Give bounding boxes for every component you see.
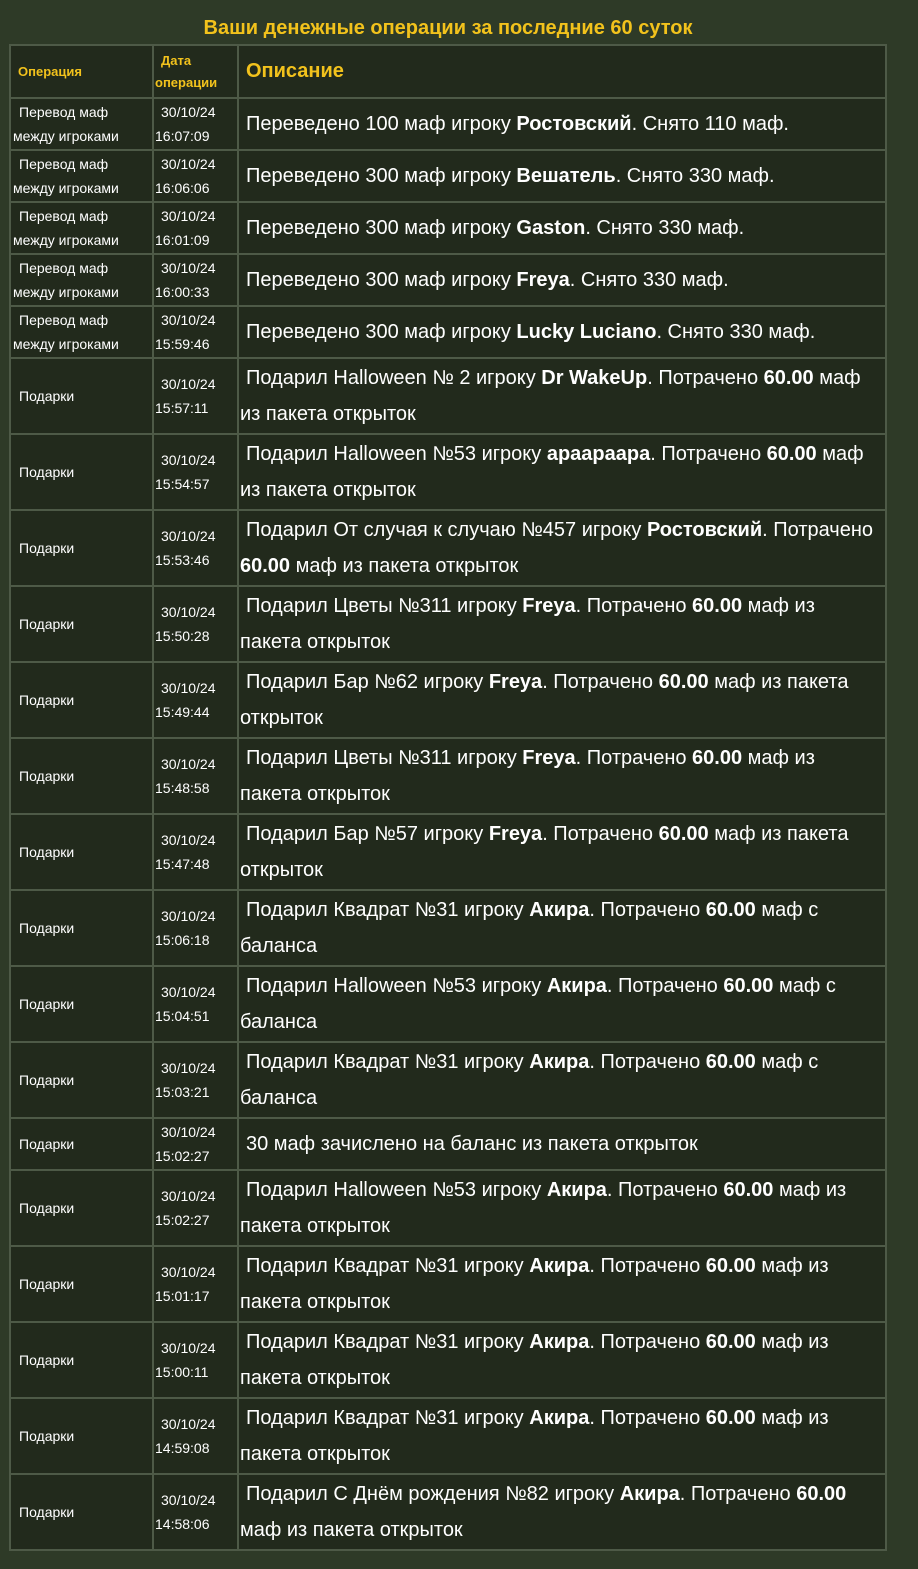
operation-time: 16:06:06 [155, 180, 210, 196]
player-name: Dr WakeUp [541, 367, 648, 389]
cell-date [154, 511, 237, 585]
header-operation: Операция [11, 46, 152, 97]
cell-description [239, 1119, 885, 1169]
description-text: Подарил Квадрат №31 игроку [246, 1255, 530, 1277]
cell-description [239, 967, 885, 1041]
operation-line1: Перевод маф [19, 156, 109, 172]
player-name: Ростовский [646, 519, 763, 541]
operation-time: 16:07:09 [155, 128, 210, 144]
description-text: . Потрачено [647, 367, 764, 389]
player-name: Freya [516, 269, 570, 291]
description-text: маф с баланса [240, 899, 819, 957]
description-text: . Потрачено [575, 747, 693, 769]
table-row [11, 1475, 885, 1549]
description-text: Переведено 300 маф игроку [246, 321, 517, 343]
player-name: Lucky Luciano [516, 321, 657, 343]
description-text: Подарил Halloween №53 игроку [246, 975, 547, 997]
table-body [11, 99, 885, 1549]
cell-operation: Подарки [11, 891, 152, 965]
table-row [11, 203, 885, 253]
cell-date [154, 99, 237, 149]
cell-description [239, 663, 885, 737]
cell-date [154, 1475, 237, 1549]
cell-date [154, 1043, 237, 1117]
cell-date [154, 967, 237, 1041]
player-name: Вешатель [516, 165, 616, 187]
description-text: . Потрачено [589, 1255, 706, 1277]
operation-date: 30/10/24 [161, 1188, 216, 1204]
description-text: . Снято 330 маф. [569, 269, 729, 291]
amount-value: 60.00 [705, 1407, 756, 1429]
cell-date [154, 663, 237, 737]
description-text: маф из пакета открыток [240, 1179, 847, 1237]
operation-time: 15:49:44 [155, 704, 210, 720]
table-row [11, 307, 885, 357]
cell-date [154, 1323, 237, 1397]
table-row [11, 967, 885, 1041]
cell-operation: Подарки [11, 1119, 152, 1169]
operation-time: 15:01:17 [155, 1288, 210, 1304]
player-name: араараара [546, 443, 651, 465]
description-text: маф из пакета открыток [240, 443, 864, 501]
amount-value: 60.00 [705, 899, 756, 921]
cell-operation: Подарки [11, 1043, 152, 1117]
description-text: маф из пакета открыток [290, 555, 519, 577]
description-text: маф из пакета открыток [240, 671, 849, 729]
cell-description [239, 891, 885, 965]
header-date-line1: Дата [161, 52, 192, 68]
operations-table [9, 44, 887, 1551]
operation-time: 16:00:33 [155, 284, 210, 300]
player-name: Freya [522, 747, 576, 769]
cell-date [154, 1119, 237, 1169]
operation-date: 30/10/24 [161, 1264, 216, 1280]
description-text: Подарил Halloween № 2 игроку [246, 367, 542, 389]
operation-line1: Перевод маф [19, 260, 109, 276]
cell-description [239, 1323, 885, 1397]
description-text: Подарил Квадрат №31 игроку [246, 1331, 530, 1353]
cell-date [154, 307, 237, 357]
description-text: Подарил От случая к случаю №457 игроку [246, 519, 647, 541]
description-text: . Потрачено [679, 1483, 797, 1505]
description-text: маф из пакета открыток [240, 1331, 829, 1389]
cell-description [239, 739, 885, 813]
header-date [154, 46, 237, 97]
cell-description [239, 587, 885, 661]
amount-value: 60.00 [705, 1051, 756, 1073]
cell-operation: Подарки [11, 511, 152, 585]
table-row [11, 891, 885, 965]
cell-description [239, 435, 885, 509]
operation-time: 15:06:18 [155, 932, 210, 948]
table-row [11, 1043, 885, 1117]
description-text: . Потрачено [542, 671, 659, 693]
header-description: Описание [239, 46, 885, 97]
operation-time: 14:58:06 [155, 1516, 210, 1532]
description-text: маф с баланса [240, 975, 836, 1033]
cell-description [239, 99, 885, 149]
description-text: . Снято 110 маф. [631, 113, 789, 135]
amount-value: 60.00 [692, 595, 743, 617]
player-name: Freya [522, 595, 576, 617]
description-text: . Потрачено [589, 899, 706, 921]
description-text: . Потрачено [542, 823, 659, 845]
description-text: Подарил Квадрат №31 игроку [246, 899, 530, 921]
cell-date [154, 739, 237, 813]
operation-time: 15:02:27 [155, 1148, 210, 1164]
amount-value: 60.00 [705, 1255, 756, 1277]
table-row [11, 255, 885, 305]
operation-line2: между игроками [13, 336, 119, 352]
description-text: . Снято 330 маф. [585, 217, 745, 239]
amount-value: 60.00 [692, 747, 743, 769]
cell-operation: Подарки [11, 435, 152, 509]
operation-date: 30/10/24 [161, 312, 216, 328]
amount-value: 60.00 [766, 443, 817, 465]
amount-value: 60.00 [705, 1331, 756, 1353]
description-text: Подарил Цветы №311 игроку [246, 747, 523, 769]
description-text: маф с баланса [240, 1051, 819, 1109]
operation-time: 15:48:58 [155, 780, 210, 796]
description-text: . Потрачено [650, 443, 767, 465]
operation-date: 30/10/24 [161, 208, 216, 224]
cell-operation [11, 151, 152, 201]
operation-date: 30/10/24 [161, 528, 216, 544]
description-text: . Снято 330 маф. [656, 321, 816, 343]
cell-date [154, 815, 237, 889]
cell-date [154, 1171, 237, 1245]
description-text: маф из пакета открыток [240, 1255, 829, 1313]
cell-description [239, 1171, 885, 1245]
description-text: Подарил Квадрат №31 игроку [246, 1407, 530, 1429]
cell-description [239, 151, 885, 201]
player-name: Акира [546, 1179, 607, 1201]
player-name: Акира [529, 1407, 590, 1429]
cell-description [239, 307, 885, 357]
operation-time: 16:01:09 [155, 232, 210, 248]
player-name: Ростовский [516, 113, 632, 135]
cell-date [154, 435, 237, 509]
operation-line1: Перевод маф [19, 104, 109, 120]
operation-date: 30/10/24 [161, 104, 216, 120]
cell-operation: Подарки [11, 1171, 152, 1245]
amount-value: 60.00 [723, 1179, 774, 1201]
operation-date: 30/10/24 [161, 156, 216, 172]
operation-date: 30/10/24 [161, 832, 216, 848]
cell-description [239, 1475, 885, 1549]
table-row [11, 511, 885, 585]
cell-description [239, 1043, 885, 1117]
description-text: Подарил Бар №57 игроку [246, 823, 489, 845]
description-text: Подарил Цветы №311 игроку [246, 595, 523, 617]
description-text: . Потрачено [762, 519, 873, 541]
operation-time: 15:04:51 [155, 1008, 210, 1024]
table-row [11, 1399, 885, 1473]
cell-operation: Подарки [11, 663, 152, 737]
cell-description [239, 1399, 885, 1473]
operation-date: 30/10/24 [161, 604, 216, 620]
operation-date: 30/10/24 [161, 1124, 216, 1140]
amount-value: 60.00 [240, 555, 291, 577]
player-name: Акира [529, 899, 590, 921]
cell-date [154, 203, 237, 253]
cell-description [239, 1247, 885, 1321]
cell-operation: Подарки [11, 967, 152, 1041]
description-text: маф из пакета открыток [240, 1519, 463, 1541]
description-text: Переведено 100 маф игроку [246, 113, 517, 135]
operation-time: 15:50:28 [155, 628, 210, 644]
description-text: . Потрачено [589, 1407, 706, 1429]
operation-date: 30/10/24 [161, 452, 216, 468]
description-text: . Потрачено [606, 975, 724, 997]
cell-operation [11, 203, 152, 253]
operation-date: 30/10/24 [161, 376, 216, 392]
description-text: Подарил Квадрат №31 игроку [246, 1051, 530, 1073]
cell-description [239, 255, 885, 305]
operation-date: 30/10/24 [161, 1492, 216, 1508]
operation-time: 15:02:27 [155, 1212, 210, 1228]
cell-operation: Подарки [11, 739, 152, 813]
cell-date [154, 1247, 237, 1321]
cell-description [239, 815, 885, 889]
operation-time: 15:47:48 [155, 856, 210, 872]
table-row [11, 99, 885, 149]
operation-time: 15:03:21 [155, 1084, 210, 1100]
cell-operation: Подарки [11, 587, 152, 661]
operation-line1: Перевод маф [19, 208, 109, 224]
amount-value: 60.00 [763, 367, 814, 389]
header-date-line2: операции [155, 74, 218, 90]
operation-date: 30/10/24 [161, 984, 216, 1000]
cell-operation: Подарки [11, 1475, 152, 1549]
table-row [11, 1323, 885, 1397]
cell-date [154, 891, 237, 965]
player-name: Gaston [516, 217, 586, 239]
cell-date [154, 359, 237, 433]
cell-operation: Подарки [11, 815, 152, 889]
player-name: Freya [488, 823, 543, 845]
cell-operation [11, 255, 152, 305]
operation-line2: между игроками [13, 232, 119, 248]
amount-value: 60.00 [658, 671, 709, 693]
amount-value: 60.00 [658, 823, 709, 845]
table-row [11, 1247, 885, 1321]
description-text: Подарил Halloween №53 игроку [246, 1179, 547, 1201]
description-text: . Потрачено [589, 1331, 706, 1353]
operation-date: 30/10/24 [161, 1060, 216, 1076]
operation-time: 15:57:11 [155, 400, 209, 416]
operation-line2: между игроками [13, 284, 119, 300]
table-header-row [11, 46, 885, 97]
amount-value: 60.00 [723, 975, 774, 997]
table-row [11, 739, 885, 813]
description-text: Подарил Бар №62 игроку [246, 671, 489, 693]
operation-date: 30/10/24 [161, 756, 216, 772]
description-text: маф из пакета открыток [240, 1407, 829, 1465]
operation-time: 15:54:57 [155, 476, 210, 492]
operation-date: 30/10/24 [161, 1340, 216, 1356]
operation-time: 15:59:46 [155, 336, 210, 352]
page-title: Ваши денежные операции за последние 60 суток [203, 17, 693, 39]
table-row [11, 1119, 885, 1169]
cell-operation: Подарки [11, 1247, 152, 1321]
cell-date [154, 255, 237, 305]
description-text: маф из пакета открыток [240, 747, 815, 805]
operation-date: 30/10/24 [161, 680, 216, 696]
amount-value: 60.00 [796, 1483, 847, 1505]
cell-date [154, 1399, 237, 1473]
table-row [11, 359, 885, 433]
operation-time: 15:53:46 [155, 552, 210, 568]
cell-operation: Подарки [11, 1323, 152, 1397]
operation-date: 30/10/24 [161, 1416, 216, 1432]
table-row [11, 815, 885, 889]
cell-date [154, 587, 237, 661]
table-row [11, 151, 885, 201]
player-name: Акира [529, 1331, 590, 1353]
description-text: . Потрачено [606, 1179, 724, 1201]
cell-operation [11, 99, 152, 149]
table-row [11, 663, 885, 737]
player-name: Акира [529, 1051, 590, 1073]
description-text: . Потрачено [575, 595, 693, 617]
cell-operation [11, 307, 152, 357]
operation-date: 30/10/24 [161, 908, 216, 924]
description-text: Переведено 300 маф игроку [246, 217, 517, 239]
table-row [11, 1171, 885, 1245]
cell-description [239, 511, 885, 585]
cell-operation: Подарки [11, 1399, 152, 1473]
cell-date [154, 151, 237, 201]
description-text: маф из пакета открыток [240, 595, 815, 653]
description-text: Подарил С Днём рождения №82 игроку [246, 1483, 620, 1505]
player-name: Акира [546, 975, 607, 997]
player-name: Акира [529, 1255, 590, 1277]
operation-date: 30/10/24 [161, 260, 216, 276]
operation-line2: между игроками [13, 128, 119, 144]
player-name: Акира [619, 1483, 680, 1505]
cell-operation: Подарки [11, 359, 152, 433]
description-text: маф из пакета открыток [240, 367, 861, 425]
operation-line1: Перевод маф [19, 312, 109, 328]
cell-description [239, 203, 885, 253]
table-row [11, 435, 885, 509]
description-text: . Потрачено [589, 1051, 706, 1073]
cell-description [239, 359, 885, 433]
description-text: маф из пакета открыток [240, 823, 849, 881]
table-row [11, 587, 885, 661]
description-text: . Снято 330 маф. [615, 165, 775, 187]
operation-time: 14:59:08 [155, 1440, 210, 1456]
operation-time: 15:00:11 [155, 1364, 209, 1380]
description-text: Переведено 300 маф игроку [246, 269, 517, 291]
operation-line2: между игроками [13, 180, 119, 196]
description-text: 30 маф зачислено на баланс из пакета открыток [246, 1133, 698, 1155]
description-text: Переведено 300 маф игроку [246, 165, 517, 187]
player-name: Freya [488, 671, 543, 693]
description-text: Подарил Halloween №53 игроку [246, 443, 547, 465]
